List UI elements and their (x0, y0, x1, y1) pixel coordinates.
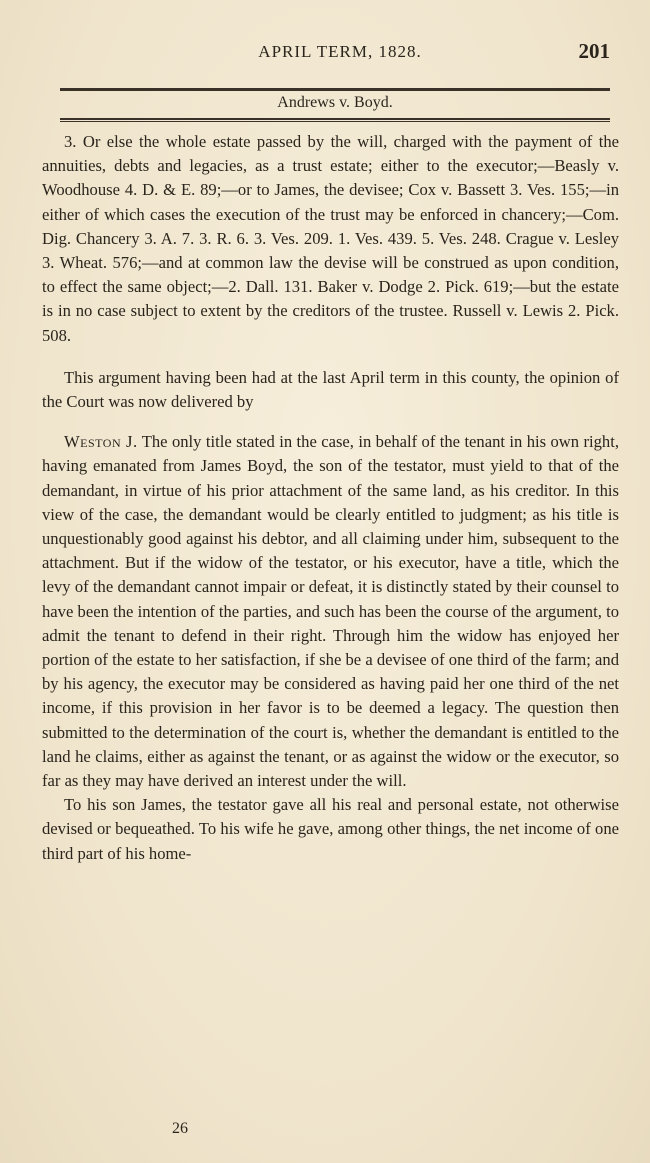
opinion-text: The only title stated in the case, in behalf of the tenant in his own right, having emanated from James Boyd, the son of the testator, must yield to that of the demandant, in virtue of his prior attachment of the same land, as his creditor. In this view of the case, the demandant would be clearly entitled to judgment; as his title is unquestionably good against his debtor, and all claiming under him, subsequent to the attachment. But if the widow of the testator, or his executor, have a title, which the levy of the demandant cannot impair or defeat, it is distinctly stated by their counsel to have been the intention of the parties, and such has been the course of the argument, to admit the tenant to defend in their right. Through him the widow has enjoyed her portion of the estate to her satisfaction, if she be a devisee of one third of the farm; and by his agency, the executor may be considered as having paid her one third of the net income, if this provision in her favor is to be deemed a legacy. The question then submitted to the determination of the court is, whether the demandant is entitled to the land he claims, either as against the tenant, or as against the widow or the executor, so far as they may have derived an interest under the will. (42, 432, 619, 791)
paragraph-intro: This argument having been had at the last April term in this county, the opinion of the Court was now delivered by (42, 367, 619, 412)
judge-name: Weston J. (64, 432, 138, 452)
paragraph-will: To his son James, the testator gave all his real and personal estate, not otherwise devised or bequeathed. To his wife he gave, among other things, the net income of one third part of his home- (42, 795, 619, 863)
paragraph-argument: 3. Or else the whole estate passed by the will, charged with the payment of the annuities, debts and legacies, as a trust estate; either to the executor;—Beasly v. Woodhouse 4. D. & E. 89;—or to James, the devisee; Cox v. Bassett 3. Ves. 155;—in either of which cases the execution of the trust may be enforced in chancery;—Com. Dig. Chancery 3. A. 7. 3. R. 6. 3. Ves. 209. 1. Ves. 439. 5. Ves. 248. Crague v. Lesley 3. Wheat. 576;—and at common law the devise will be construed as upon condition, to effect the same object;—2. Dall. 131. Baker v. Dodge 2. Pick. 619;—but the estate is in no case subject to extent by the creditors of the trustee. Russell v. Lewis 2. Pick. 508. (42, 132, 619, 345)
running-title: APRIL TERM, 1828. (258, 42, 422, 61)
paragraph-opinion (42, 430, 619, 793)
header-rule-thin (60, 90, 610, 91)
body-text (42, 130, 619, 866)
signature-mark: 26 (172, 1120, 188, 1137)
page-number: 201 (578, 39, 610, 63)
case-title-rule (60, 118, 610, 120)
running-head (60, 38, 620, 68)
case-title-rule-thin (60, 121, 610, 122)
case-title: Andrews v. Boyd. (277, 94, 393, 111)
